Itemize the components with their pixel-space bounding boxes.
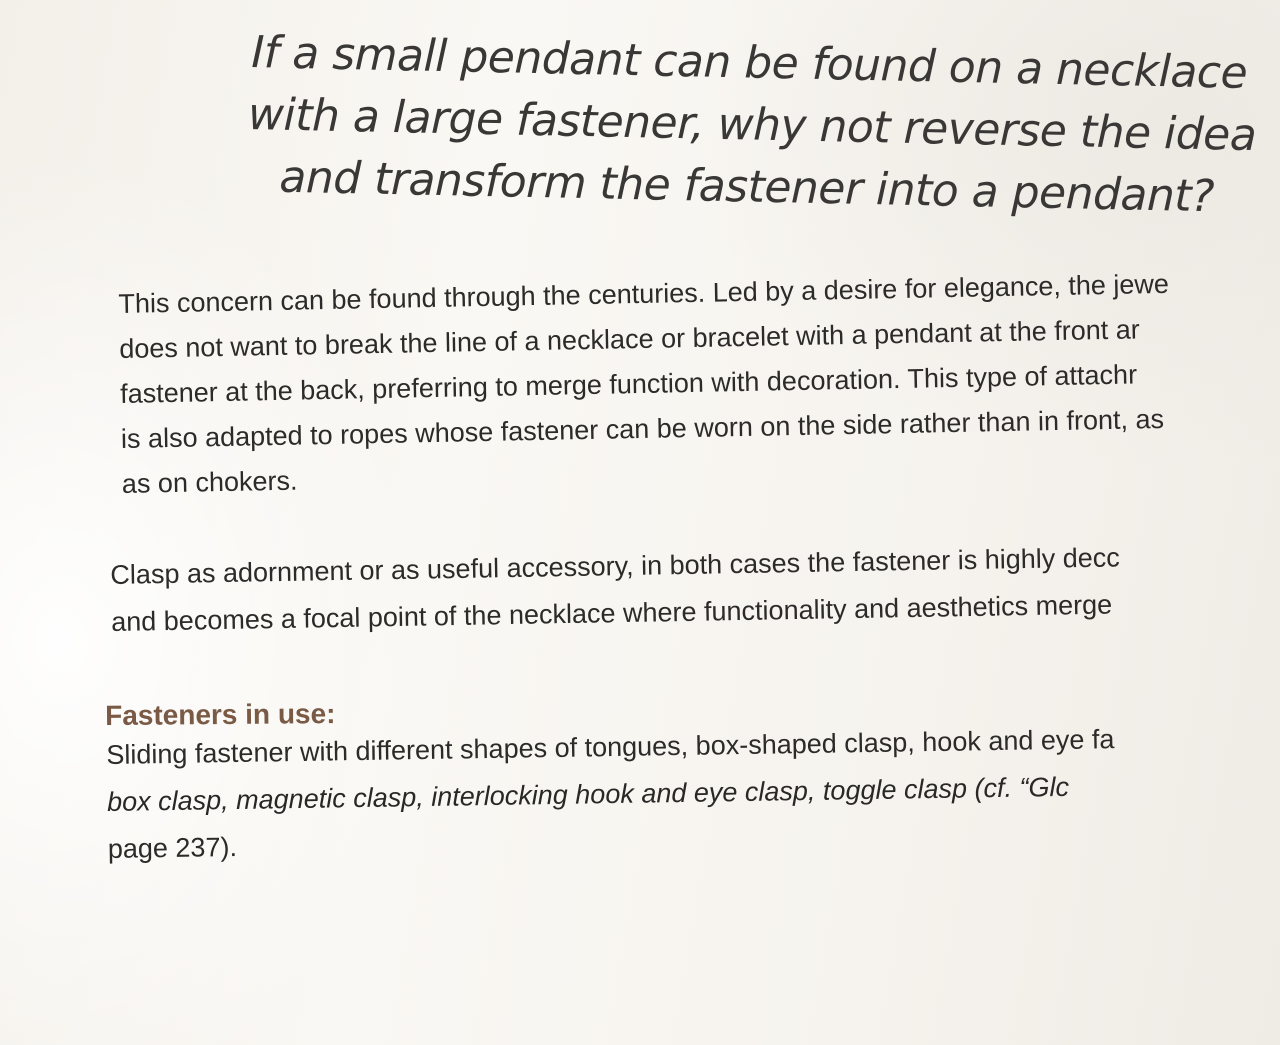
- paragraph-line: and becomes a focal point of the necklace where functionality and aesthetics merge: [110, 589, 1113, 637]
- glossary-terms-line: box clasp, magnetic clasp, interlocking hook and eye clasp, toggle clasp (cf. “Glc: [106, 771, 1070, 817]
- paragraph-line: does not want to break the line of a necklace or bracelet with a pendant at the front ar: [118, 314, 1141, 364]
- paragraph-line: fastener at the back, preferring to merge function with decoration. This type of attachr: [119, 359, 1138, 409]
- paragraph-line: Clasp as adornment or as useful accessory, in both cases the fastener is highly decc: [110, 542, 1121, 590]
- paragraph-line: This concern can be found through the centuries. Led by a desire for elegance, the jewe: [118, 268, 1170, 319]
- pull-quote: [246, 22, 1257, 229]
- pull-quote-line: and transform the fastener into a pendant?: [278, 151, 1215, 223]
- body-paragraph-2: [110, 534, 1121, 646]
- body-paragraph-1: [118, 262, 1173, 507]
- paragraph-line: Sliding fastener with different shapes of tongues, box-shaped clasp, hook and eye fa: [106, 724, 1115, 770]
- fasteners-heading: Fasteners in use:: [105, 697, 336, 731]
- fasteners-paragraph: [106, 716, 1116, 873]
- paragraph-line: is also adapted to ropes whose fastener can be worn on the side rather than in front, as: [120, 403, 1165, 454]
- pull-quote-line: with a large fastener, why not reverse the idea: [247, 88, 1257, 162]
- pull-quote-line: If a small pendant can be found on a necklace: [250, 27, 1248, 99]
- paragraph-line: page 237).: [107, 831, 238, 864]
- paragraph-line: as on chokers.: [121, 465, 298, 499]
